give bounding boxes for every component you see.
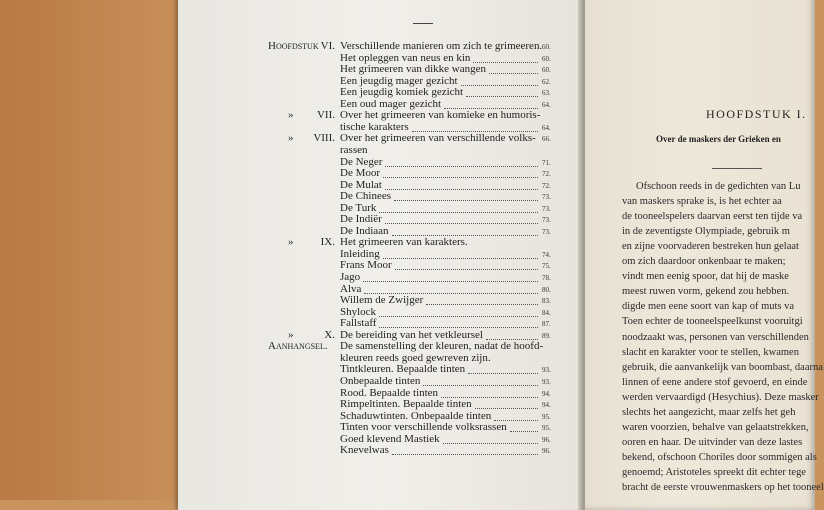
body-line: Ofschoon reeds in de gedichten van Lu [636,181,801,192]
body-line: meest ruwen vorm, gekend zou hebben. [622,286,790,298]
toc-page-number: 60. [542,43,551,51]
toc-leader-dots [394,200,538,201]
chapter-heading: HOOFDSTUK I. [706,107,807,121]
toc-entry: De Chinees [340,190,392,203]
body-line: om zich daardoor onkenbaar te maken; [622,256,786,268]
toc-page-number: 75. [542,262,551,271]
toc-leader-dots [461,85,538,86]
heading-rule [712,168,762,169]
toc-leader-dots [395,269,538,270]
body-line: ooren en haar. De uitvinder van deze lastes [622,436,803,448]
toc-entry: De Moor [340,167,381,180]
toc-page-number: 83. [542,297,551,306]
toc-entry: Verschillende manieren om zich te grimeeren. [340,40,543,52]
toc-entry: Tintkleuren. Bepaalde tinten [340,363,466,376]
toc-entry: Het grimeeren van dikke wangen [340,63,486,76]
toc-leader-dots [510,431,538,432]
toc-page-number: 64. [542,100,551,109]
body-line: werden vervaardigd (Hesychius). Deze masker [622,391,819,403]
toc-section-label: Aanhangsel. [268,340,328,353]
toc-page-number: 80. [542,285,551,294]
toc-chapter-number: VII. [316,109,335,122]
toc-page-number: 72. [542,170,551,179]
toc-page-number: 89. [542,331,551,340]
toc-entry: Over het grimeeren van komieke en humoris- [340,109,541,122]
body-line: waren voorzien, behalve van gelaatstrekken, [622,421,809,433]
toc-page-number: 93. [542,377,551,386]
toc-entry: Tinten voor verschillende volksrassen [340,421,507,434]
toc-page-number: 94. [542,389,551,398]
toc-chapter-number: X. [324,328,335,341]
toc-page-number: 71. [542,158,551,167]
toc-entry: Een jeugdig mager gezicht [340,74,458,87]
toc-entry: Knevelwas [340,444,389,457]
toc-entry: Een oud mager gezicht [340,97,442,110]
toc-page-number: 96. [542,447,551,456]
toc-page-number: 95. [542,424,551,433]
toc-leader-dots [379,212,538,213]
toc-entry: De bereiding van het vetkleursel [340,328,483,341]
body-line: vindt men eenig spoor, dat hij de maske [622,271,789,283]
toc-leader-dots [443,443,538,444]
toc-leader-dots [363,281,538,282]
body-line: genoemd; Aristoteles spreekt dit echter tege [622,466,806,478]
body-line: slechts het aangezicht, maar zelfs het geh [622,406,796,418]
toc-page-number: 64. [542,123,551,132]
toc-entry: De Mulat [340,178,382,191]
toc-entry: rassen [340,143,368,156]
toc-chapter-number: VIII. [313,132,335,145]
toc-section-label: » [288,132,294,145]
toc-leader-dots [379,316,538,317]
toc-page-number: 62. [542,77,551,86]
toc-entry: De Neger [340,155,383,168]
toc-page-number: 93. [542,366,551,375]
toc-chapter-number: IX. [320,236,335,249]
toc-entry: Over het grimeeren van verschillende volks- [340,132,536,145]
body-line: linnen of eene andere stof gevoerd, en einde [622,376,808,388]
toc-entry: Het opleggen van neus en kin [340,51,471,64]
toc-leader-dots [489,73,538,74]
body-line: de tooneelspelers daarvan eerst ten tijde va [622,211,803,223]
toc-entry: Shylock [340,305,377,318]
toc-section-label: » [288,109,294,122]
toc-entry: Onbepaalde tinten [340,374,421,387]
body-line: bekend, ofschoon Choriles door sommigen als [622,451,817,463]
toc-page-number: 73. [542,193,551,202]
toc-entry: De Indiër [340,213,382,226]
body-line: Toen echter de tooneelspeelkunst vooruitgi [622,316,803,328]
toc-page-number: 63. [542,89,551,98]
body-line: van maskers sprake is, is het echter aa [622,196,782,208]
toc-entry: Willem de Zwijger [340,294,424,307]
body-line: slacht en karakter voor te stellen, kwamen [622,346,799,358]
toc-leader-dots [385,166,538,167]
body-line: bracht de eerste vrouwenmaskers op het tooneel [622,482,824,493]
toc-entry: De Turk [340,201,377,214]
toc-page-number: 73. [542,216,551,225]
toc-page-number: 96. [542,435,551,444]
toc-page-number: 95. [542,412,551,421]
toc-entry: Jago [340,271,361,283]
toc-entry: Fallstaff [340,317,377,330]
toc-entry: Rimpeltinten. Bepaalde tinten [340,398,472,411]
toc-leader-dots [468,373,538,374]
toc-leader-dots [383,258,538,259]
toc-page-number: 60. [542,54,551,63]
toc-leader-dots [385,223,538,224]
chapter-subheading: Over de maskers der Grieken en [656,134,781,144]
toc-leader-dots [392,454,538,455]
toc-page-number: 74. [542,250,551,259]
toc-page-number: 73. [542,227,551,236]
toc-entry: tische karakters [340,120,409,133]
toc-section-label: » [288,328,294,341]
toc-leader-dots [466,96,538,97]
body-line: digde men eene soort van kap of muts va [622,301,795,313]
toc-page-number: 66. [542,135,551,144]
toc-entry: De samenstelling der kleuren, nadat de hoofd- [340,340,544,353]
toc-entry: Alva [340,282,362,295]
toc-page-number: 73. [542,204,551,213]
toc-page-number: 87. [542,320,551,329]
toc-entry: Schaduwtinten. Onbepaalde tinten [340,409,492,422]
toc-chapter-number: VI. [320,40,335,52]
toc-leader-dots [385,189,538,190]
toc-page-number: 72. [542,181,551,190]
toc-entry: Goed klevend Mastiek [340,432,440,445]
toc-section-label: » [288,236,294,249]
toc-page-number: 84. [542,308,551,317]
toc-entry: Een jeugdig komiek gezicht [340,86,464,99]
toc-entry: Rood. Bepaalde tinten [340,386,439,399]
toc-entry: kleuren reeds goed gewreven zijn. [340,351,491,364]
toc-page-number: 60. [542,66,551,75]
toc-leader-dots [383,177,538,178]
toc-leader-dots [426,304,538,305]
toc-leader-dots [423,385,538,386]
toc-entry: Inleiding [340,247,380,260]
toc-entry: De Indiaan [340,224,389,237]
body-line: noodzaakt was, personen van verschillenden [622,331,809,343]
toc-section-label: Hoofdstuk [268,40,319,52]
body-line: en zijne voorvaderen bestreken hun gelaat [622,241,799,253]
body-line: in de zeventigste Olympiade, gebruik m [622,226,790,238]
toc-page-number: 94. [542,401,551,410]
toc-entry: Frans Moor [340,259,392,272]
body-line: gebruik, die aanvankelijk van boombast, daarna [622,361,823,373]
toc-entry: Het grimeeren van karakters. [340,236,468,249]
toc-page-number: 78. [542,274,551,282]
